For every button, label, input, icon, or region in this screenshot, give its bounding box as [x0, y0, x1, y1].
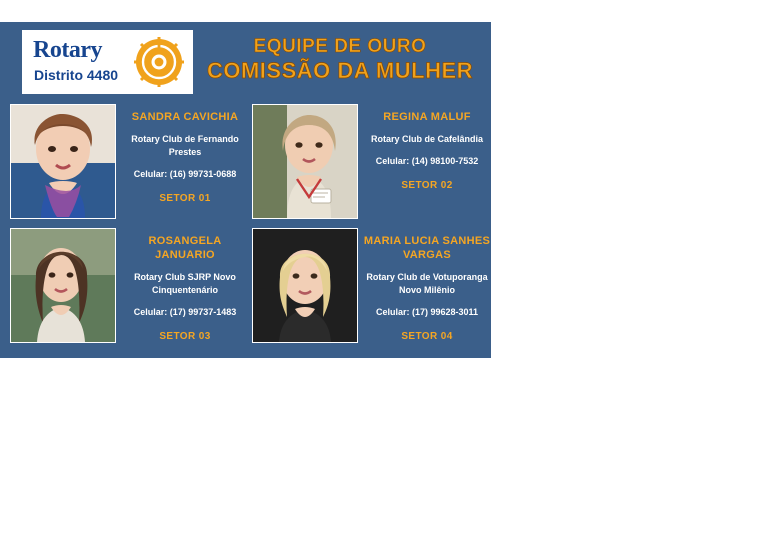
member-name: MARIA LUCIA SANHES VARGAS: [363, 235, 491, 261]
member-card: [10, 104, 250, 221]
member-info: [362, 104, 492, 217]
member-info: [120, 228, 250, 341]
member-card: [252, 104, 492, 221]
member-phone: Celular: (16) 99731-0688: [133, 169, 237, 179]
member-club: Rotary Club SJRP Novo Cinquentenário: [134, 272, 236, 295]
member-setor: SETOR 03: [159, 331, 211, 342]
member-name: SANDRA CAVICHIA: [131, 111, 239, 123]
member-info: [362, 228, 492, 341]
title-line-2: COMISSÃO DA MULHER: [206, 58, 474, 83]
member-photo: [10, 104, 116, 219]
member-name: REGINA MALUF: [383, 111, 471, 123]
header: [0, 22, 491, 96]
member-club: Rotary Club de Cafelândia: [370, 134, 484, 144]
member-setor: SETOR 04: [401, 331, 453, 342]
member-card: [252, 228, 492, 345]
rotary-wheel-icon: [133, 36, 185, 88]
rotary-wordmark: Rotary: [33, 37, 102, 63]
content-panel: [0, 22, 491, 358]
member-setor: SETOR 02: [401, 180, 453, 191]
member-club: Rotary Club de Votuporanga Novo Milênio: [366, 272, 488, 295]
member-name: ROSANGELA JANUARIO: [148, 235, 222, 261]
district-label: Distrito 4480: [34, 67, 119, 83]
member-setor: SETOR 01: [159, 193, 211, 204]
member-photo: [252, 228, 358, 343]
member-phone: Celular: (17) 99628-3011: [375, 307, 479, 317]
title-line-1: EQUIPE DE OURO: [253, 36, 427, 57]
rotary-logo: [22, 30, 193, 94]
member-phone: Celular: (14) 98100-7532: [375, 156, 479, 166]
member-club: Rotary Club de Fernando Prestes: [131, 134, 239, 157]
member-photo: [10, 228, 116, 343]
member-phone: Celular: (17) 99737-1483: [133, 307, 237, 317]
member-photo: [252, 104, 358, 219]
member-card: [10, 228, 250, 345]
header-title: [195, 36, 485, 84]
member-info: [120, 104, 250, 217]
